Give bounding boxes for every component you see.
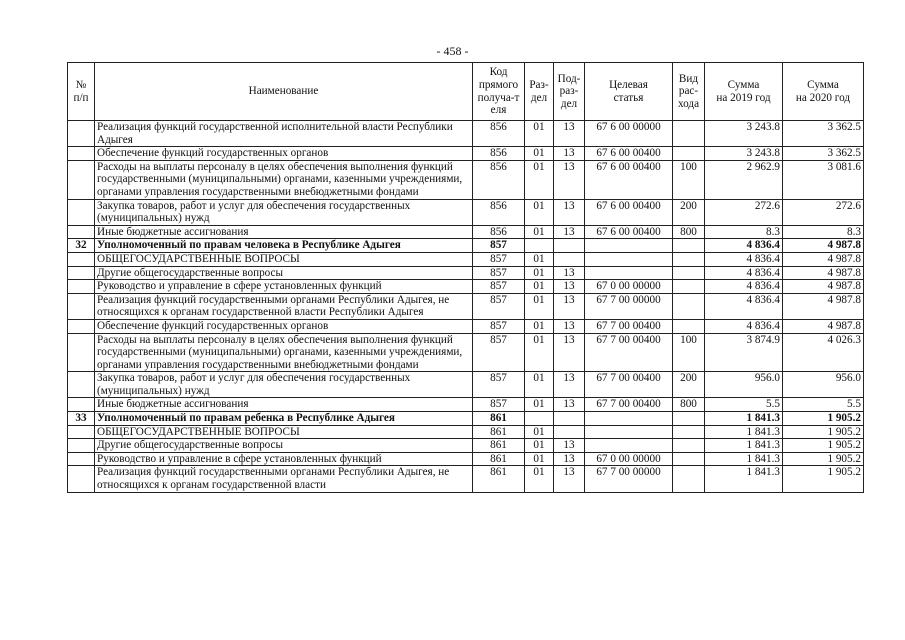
cell-target: 67 6 00 00400 <box>585 225 673 239</box>
cell-sum-2019: 1 841.3 <box>705 452 783 466</box>
cell-num: 32 <box>68 239 95 253</box>
cell-name: Обеспечение функций государственных органов <box>95 319 473 333</box>
header-sum-2019: Сумма на 2019 год <box>705 63 783 121</box>
cell-target: 67 6 00 00400 <box>585 199 673 225</box>
cell-name: Иные бюджетные ассигнования <box>95 398 473 412</box>
cell-subsection: 13 <box>554 160 585 199</box>
cell-sum-2019: 1 841.3 <box>705 425 783 439</box>
cell-sum-2020: 1 905.2 <box>783 412 864 426</box>
cell-code: 857 <box>473 372 525 398</box>
table-row <box>68 466 864 492</box>
cell-target: 67 0 00 00000 <box>585 280 673 294</box>
cell-subsection <box>554 425 585 439</box>
cell-code: 857 <box>473 398 525 412</box>
cell-sum-2019: 4 836.4 <box>705 280 783 294</box>
cell-target <box>585 412 673 426</box>
cell-sum-2020: 5.5 <box>783 398 864 412</box>
cell-sum-2019: 3 243.8 <box>705 147 783 161</box>
cell-code: 861 <box>473 425 525 439</box>
cell-subsection: 13 <box>554 439 585 453</box>
cell-section: 01 <box>525 319 554 333</box>
cell-section: 01 <box>525 280 554 294</box>
budget-table <box>67 62 864 493</box>
cell-code: 861 <box>473 466 525 492</box>
table-body <box>68 121 864 493</box>
cell-sum-2020: 8.3 <box>783 225 864 239</box>
cell-num <box>68 252 95 266</box>
cell-name: Расходы на выплаты персоналу в целях обеспечения выполнения функций государственными (муниципальными) органами, казенными учреждениями, органами управления государственными внебюджетными фондами <box>95 333 473 372</box>
cell-subsection: 13 <box>554 398 585 412</box>
cell-sum-2020: 4 026.3 <box>783 333 864 372</box>
cell-num <box>68 266 95 280</box>
cell-expense-type: 800 <box>673 225 705 239</box>
cell-subsection <box>554 239 585 253</box>
cell-name: Реализация функций государственной исполнительной власти Республики Адыгея <box>95 121 473 147</box>
page-number: - 458 - <box>436 44 469 58</box>
cell-expense-type <box>673 239 705 253</box>
cell-code: 856 <box>473 225 525 239</box>
cell-name: Расходы на выплаты персоналу в целях обеспечения выполнения функций государственными (муниципальными) органами, казенными учреждениями, органами управления государственными внебюджетными фондами <box>95 160 473 199</box>
cell-num <box>68 372 95 398</box>
table-row <box>68 147 864 161</box>
header-sum-2020: Сумма на 2020 год <box>783 63 864 121</box>
cell-sum-2020: 956.0 <box>783 372 864 398</box>
cell-section: 01 <box>525 225 554 239</box>
cell-num <box>68 425 95 439</box>
cell-sum-2020: 272.6 <box>783 199 864 225</box>
cell-target: 67 7 00 00000 <box>585 293 673 319</box>
cell-num <box>68 398 95 412</box>
header-section: Раз- дел <box>525 63 554 121</box>
cell-subsection: 13 <box>554 147 585 161</box>
cell-sum-2019: 4 836.4 <box>705 239 783 253</box>
cell-name: Руководство и управление в сфере установленных функций <box>95 452 473 466</box>
cell-sum-2019: 1 841.3 <box>705 439 783 453</box>
cell-code: 857 <box>473 319 525 333</box>
cell-target: 67 0 00 00000 <box>585 452 673 466</box>
cell-target: 67 7 00 00400 <box>585 398 673 412</box>
cell-sum-2020: 4 987.8 <box>783 280 864 294</box>
cell-sum-2020: 1 905.2 <box>783 425 864 439</box>
cell-subsection: 13 <box>554 280 585 294</box>
cell-code: 857 <box>473 266 525 280</box>
header-num: № п/п <box>68 63 95 121</box>
cell-num <box>68 466 95 492</box>
cell-num: 33 <box>68 412 95 426</box>
cell-num <box>68 147 95 161</box>
cell-code: 856 <box>473 121 525 147</box>
cell-target <box>585 252 673 266</box>
cell-target <box>585 425 673 439</box>
table-row <box>68 333 864 372</box>
cell-name: Закупка товаров, работ и услуг для обеспечения государственных (муниципальных) нужд <box>95 372 473 398</box>
cell-section: 01 <box>525 199 554 225</box>
cell-sum-2019: 272.6 <box>705 199 783 225</box>
table-row <box>68 252 864 266</box>
cell-expense-type <box>673 121 705 147</box>
cell-num <box>68 160 95 199</box>
table-row <box>68 293 864 319</box>
cell-name: Иные бюджетные ассигнования <box>95 225 473 239</box>
cell-num <box>68 333 95 372</box>
cell-expense-type <box>673 452 705 466</box>
table-row <box>68 225 864 239</box>
table-row <box>68 160 864 199</box>
cell-subsection <box>554 252 585 266</box>
cell-expense-type <box>673 266 705 280</box>
cell-sum-2019: 956.0 <box>705 372 783 398</box>
cell-sum-2019: 4 836.4 <box>705 319 783 333</box>
cell-code: 861 <box>473 452 525 466</box>
cell-expense-type <box>673 425 705 439</box>
cell-name: Реализация функций государственными органами Республики Адыгея, не относящихся к органам государственной власти Республики Адыгея <box>95 293 473 319</box>
cell-num <box>68 293 95 319</box>
cell-subsection: 13 <box>554 466 585 492</box>
cell-expense-type <box>673 439 705 453</box>
cell-subsection: 13 <box>554 225 585 239</box>
cell-section: 01 <box>525 439 554 453</box>
cell-subsection: 13 <box>554 372 585 398</box>
cell-subsection: 13 <box>554 199 585 225</box>
cell-expense-type <box>673 319 705 333</box>
cell-name: ОБЩЕГОСУДАРСТВЕННЫЕ ВОПРОСЫ <box>95 425 473 439</box>
cell-sum-2019: 3 243.8 <box>705 121 783 147</box>
cell-section: 01 <box>525 452 554 466</box>
cell-name: Другие общегосударственные вопросы <box>95 266 473 280</box>
cell-section: 01 <box>525 266 554 280</box>
cell-expense-type <box>673 252 705 266</box>
cell-name: ОБЩЕГОСУДАРСТВЕННЫЕ ВОПРОСЫ <box>95 252 473 266</box>
cell-section: 01 <box>525 425 554 439</box>
cell-code: 861 <box>473 439 525 453</box>
cell-subsection: 13 <box>554 333 585 372</box>
cell-sum-2019: 3 874.9 <box>705 333 783 372</box>
cell-sum-2020: 4 987.8 <box>783 266 864 280</box>
cell-expense-type: 100 <box>673 160 705 199</box>
cell-name: Реализация функций государственными органами Республики Адыгея, не относящихся к органам государственной власти <box>95 466 473 492</box>
cell-expense-type: 200 <box>673 199 705 225</box>
table-row <box>68 199 864 225</box>
cell-section: 01 <box>525 121 554 147</box>
cell-expense-type <box>673 293 705 319</box>
cell-sum-2020: 4 987.8 <box>783 252 864 266</box>
cell-subsection <box>554 412 585 426</box>
cell-section <box>525 412 554 426</box>
cell-code: 857 <box>473 333 525 372</box>
cell-sum-2019: 4 836.4 <box>705 252 783 266</box>
table-row <box>68 319 864 333</box>
cell-num <box>68 439 95 453</box>
cell-expense-type <box>673 280 705 294</box>
cell-sum-2020: 3 362.5 <box>783 121 864 147</box>
cell-target: 67 6 00 00400 <box>585 147 673 161</box>
cell-code: 856 <box>473 160 525 199</box>
cell-target: 67 7 00 00400 <box>585 372 673 398</box>
cell-target: 67 7 00 00000 <box>585 466 673 492</box>
cell-section: 01 <box>525 252 554 266</box>
table-header-row <box>68 63 864 121</box>
table-row <box>68 398 864 412</box>
cell-code: 856 <box>473 147 525 161</box>
cell-num <box>68 121 95 147</box>
table-row <box>68 412 864 426</box>
table-row <box>68 372 864 398</box>
cell-expense-type: 100 <box>673 333 705 372</box>
cell-num <box>68 199 95 225</box>
cell-code: 857 <box>473 280 525 294</box>
cell-num <box>68 280 95 294</box>
cell-sum-2019: 2 962.9 <box>705 160 783 199</box>
cell-section: 01 <box>525 372 554 398</box>
header-target: Целевая статья <box>585 63 673 121</box>
cell-target: 67 6 00 00000 <box>585 121 673 147</box>
cell-name: Уполномоченный по правам человека в Республике Адыгея <box>95 239 473 253</box>
cell-name: Руководство и управление в сфере установленных функций <box>95 280 473 294</box>
table-row <box>68 280 864 294</box>
cell-target <box>585 439 673 453</box>
cell-sum-2020: 1 905.2 <box>783 452 864 466</box>
cell-name: Закупка товаров, работ и услуг для обеспечения государственных (муниципальных) нужд <box>95 199 473 225</box>
cell-sum-2019: 8.3 <box>705 225 783 239</box>
cell-subsection: 13 <box>554 452 585 466</box>
table-row <box>68 121 864 147</box>
cell-subsection: 13 <box>554 319 585 333</box>
cell-sum-2020: 4 987.8 <box>783 293 864 319</box>
cell-sum-2019: 5.5 <box>705 398 783 412</box>
table-row <box>68 452 864 466</box>
cell-subsection: 13 <box>554 293 585 319</box>
cell-subsection: 13 <box>554 266 585 280</box>
cell-name: Другие общегосударственные вопросы <box>95 439 473 453</box>
cell-section: 01 <box>525 398 554 412</box>
cell-section: 01 <box>525 160 554 199</box>
header-code: Код прямого получа-т еля <box>473 63 525 121</box>
table-row <box>68 425 864 439</box>
cell-code: 857 <box>473 252 525 266</box>
cell-expense-type <box>673 466 705 492</box>
cell-expense-type <box>673 147 705 161</box>
cell-sum-2020: 3 081.6 <box>783 160 864 199</box>
cell-code: 861 <box>473 412 525 426</box>
cell-section: 01 <box>525 147 554 161</box>
cell-expense-type: 800 <box>673 398 705 412</box>
cell-target: 67 7 00 00400 <box>585 319 673 333</box>
cell-sum-2020: 4 987.8 <box>783 319 864 333</box>
cell-expense-type: 200 <box>673 372 705 398</box>
cell-sum-2019: 1 841.3 <box>705 412 783 426</box>
cell-sum-2020: 1 905.2 <box>783 466 864 492</box>
cell-num <box>68 452 95 466</box>
cell-section: 01 <box>525 293 554 319</box>
cell-section: 01 <box>525 333 554 372</box>
cell-sum-2020: 3 362.5 <box>783 147 864 161</box>
cell-sum-2020: 4 987.8 <box>783 239 864 253</box>
cell-code: 857 <box>473 239 525 253</box>
cell-target <box>585 239 673 253</box>
header-expense-type: Вид рас- хода <box>673 63 705 121</box>
cell-name: Обеспечение функций государственных органов <box>95 147 473 161</box>
header-name: Наименование <box>95 63 473 121</box>
cell-name: Уполномоченный по правам ребенка в Республике Адыгея <box>95 412 473 426</box>
cell-subsection: 13 <box>554 121 585 147</box>
table-row <box>68 239 864 253</box>
cell-section: 01 <box>525 466 554 492</box>
cell-sum-2020: 1 905.2 <box>783 439 864 453</box>
header-subsection: Под- раз- дел <box>554 63 585 121</box>
cell-sum-2019: 4 836.4 <box>705 266 783 280</box>
cell-code: 856 <box>473 199 525 225</box>
cell-target: 67 6 00 00400 <box>585 160 673 199</box>
cell-num <box>68 319 95 333</box>
cell-target <box>585 266 673 280</box>
cell-expense-type <box>673 412 705 426</box>
cell-sum-2019: 1 841.3 <box>705 466 783 492</box>
cell-sum-2019: 4 836.4 <box>705 293 783 319</box>
cell-code: 857 <box>473 293 525 319</box>
cell-section <box>525 239 554 253</box>
cell-num <box>68 225 95 239</box>
table-row <box>68 439 864 453</box>
cell-target: 67 7 00 00400 <box>585 333 673 372</box>
table-row <box>68 266 864 280</box>
